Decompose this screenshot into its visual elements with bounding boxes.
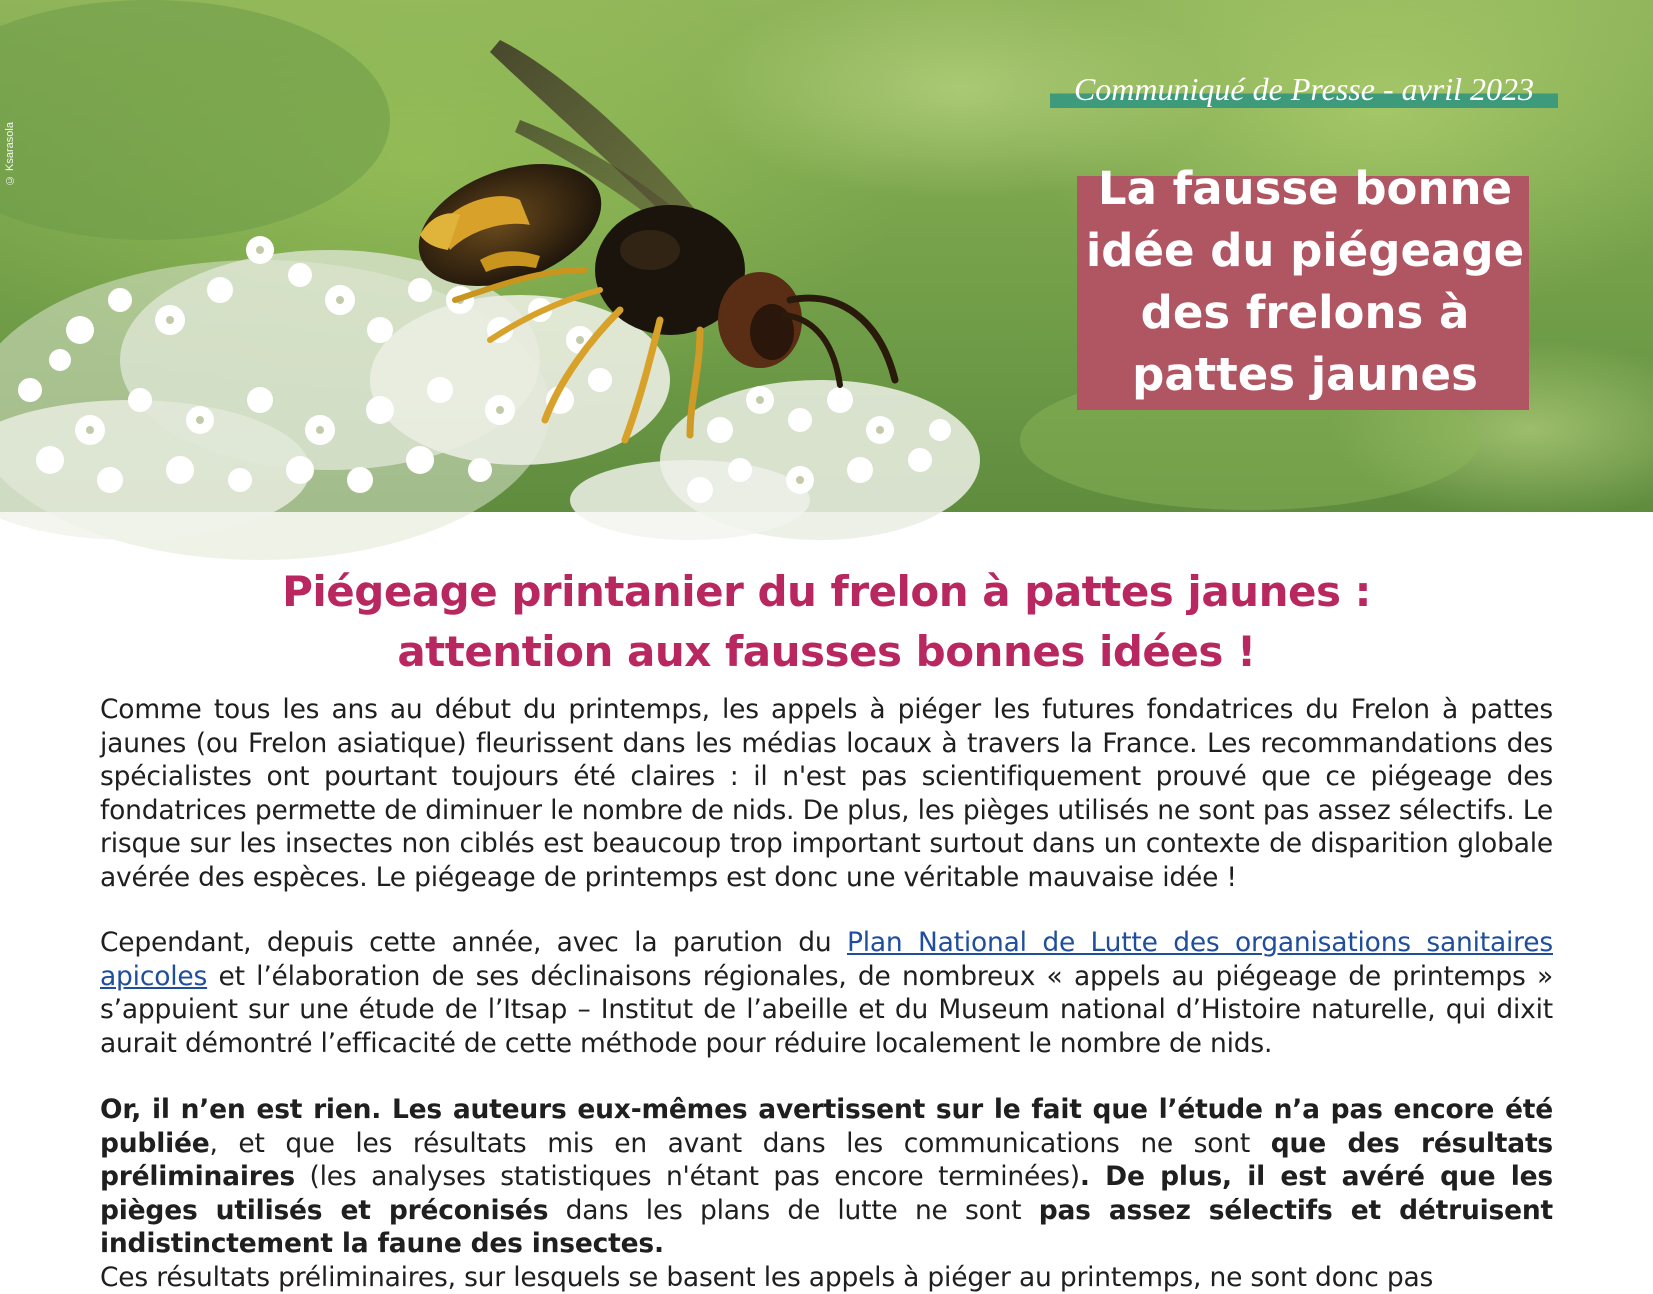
bold-text: Or, il n’en est rien. Les auteurs eux-mêmes avertissent sur le fait que l’étude n’a pas encore été publiée (100, 1094, 1553, 1159)
article-headline (100, 562, 1553, 682)
paragraph-text: Cependant, depuis cette année, avec la parution du (100, 927, 847, 958)
paragraph-text: Ces résultats préliminaires, sur lesquels se basent les appels à piéger au printemps, ne sont donc pas (100, 1261, 1434, 1293)
headline-line: Piégeage printanier du frelon à pattes jaunes : (282, 567, 1371, 616)
bold-text: pas assez sélectifs et détruisent indistinctement la faune des insectes. (100, 1194, 1553, 1259)
hero-banner (0, 0, 1653, 512)
hero-title-line: pattes jaunes (1132, 348, 1478, 401)
paragraph-rebuttal (100, 1093, 1553, 1294)
paragraph-text: et l’élaboration de ses déclinaisons régionales, de nombreux « appels au piégeage de printemps » s’appuient sur une étude de l’Itsap – Institut de l’abeille et du Museum national d’Histoire naturelle, qui dixit aurait démontré l’efficacité de cette méthode pour réduire localement le nombre de nids. (100, 960, 1553, 1059)
paragraph-context (100, 926, 1553, 1060)
photo-credit: © Ksarasola (4, 122, 16, 186)
bold-text: que des résultats préliminaires (100, 1127, 1553, 1192)
hero-title (1060, 158, 1550, 406)
press-release-tag: Communiqué de Presse - avril 2023 (1050, 70, 1558, 108)
paragraph-intro: Comme tous les ans au début du printemps, les appels à piéger les futures fondatrices du Frelon à pattes jaunes (ou Frelon asiatique) fleurissent dans les médias locaux à travers la France. Les recommandations des spécialistes ont pourtant toujours été claires : il n'est pas scientifiquement prouvé que ce piégeage des fondatrices permette de diminuer le nombre de nids. De plus, les pièges utilisés ne sont pas assez sélectifs. Le risque sur les insectes non ciblés est beaucoup trop important surtout dans un contexte de disparition globale avérée des espèces. Le piégeage de printemps est donc une véritable mauvaise idée ! (100, 694, 1553, 893)
paragraph-text: , et que les résultats mis en avant dans les communications ne sont (209, 1127, 1271, 1159)
plan-national-link[interactable]: Plan National de Lutte des organisations sanitaires apicoles (100, 927, 1553, 992)
headline-line: attention aux fausses bonnes idées ! (397, 627, 1256, 676)
bold-text: . De plus, il est avéré que les pièges utilisés et préconisés (100, 1161, 1553, 1226)
paragraph-text: (les analyses statistiques n'étant pas encore terminées) (294, 1161, 1080, 1192)
hero-title-line: La fausse bonne (1097, 162, 1513, 215)
hero-title-line: des frelons à (1140, 286, 1470, 339)
hero-title-line: idée du piégeage (1085, 224, 1525, 277)
paragraph-text: dans les plans de lutte ne sont (548, 1194, 1039, 1226)
